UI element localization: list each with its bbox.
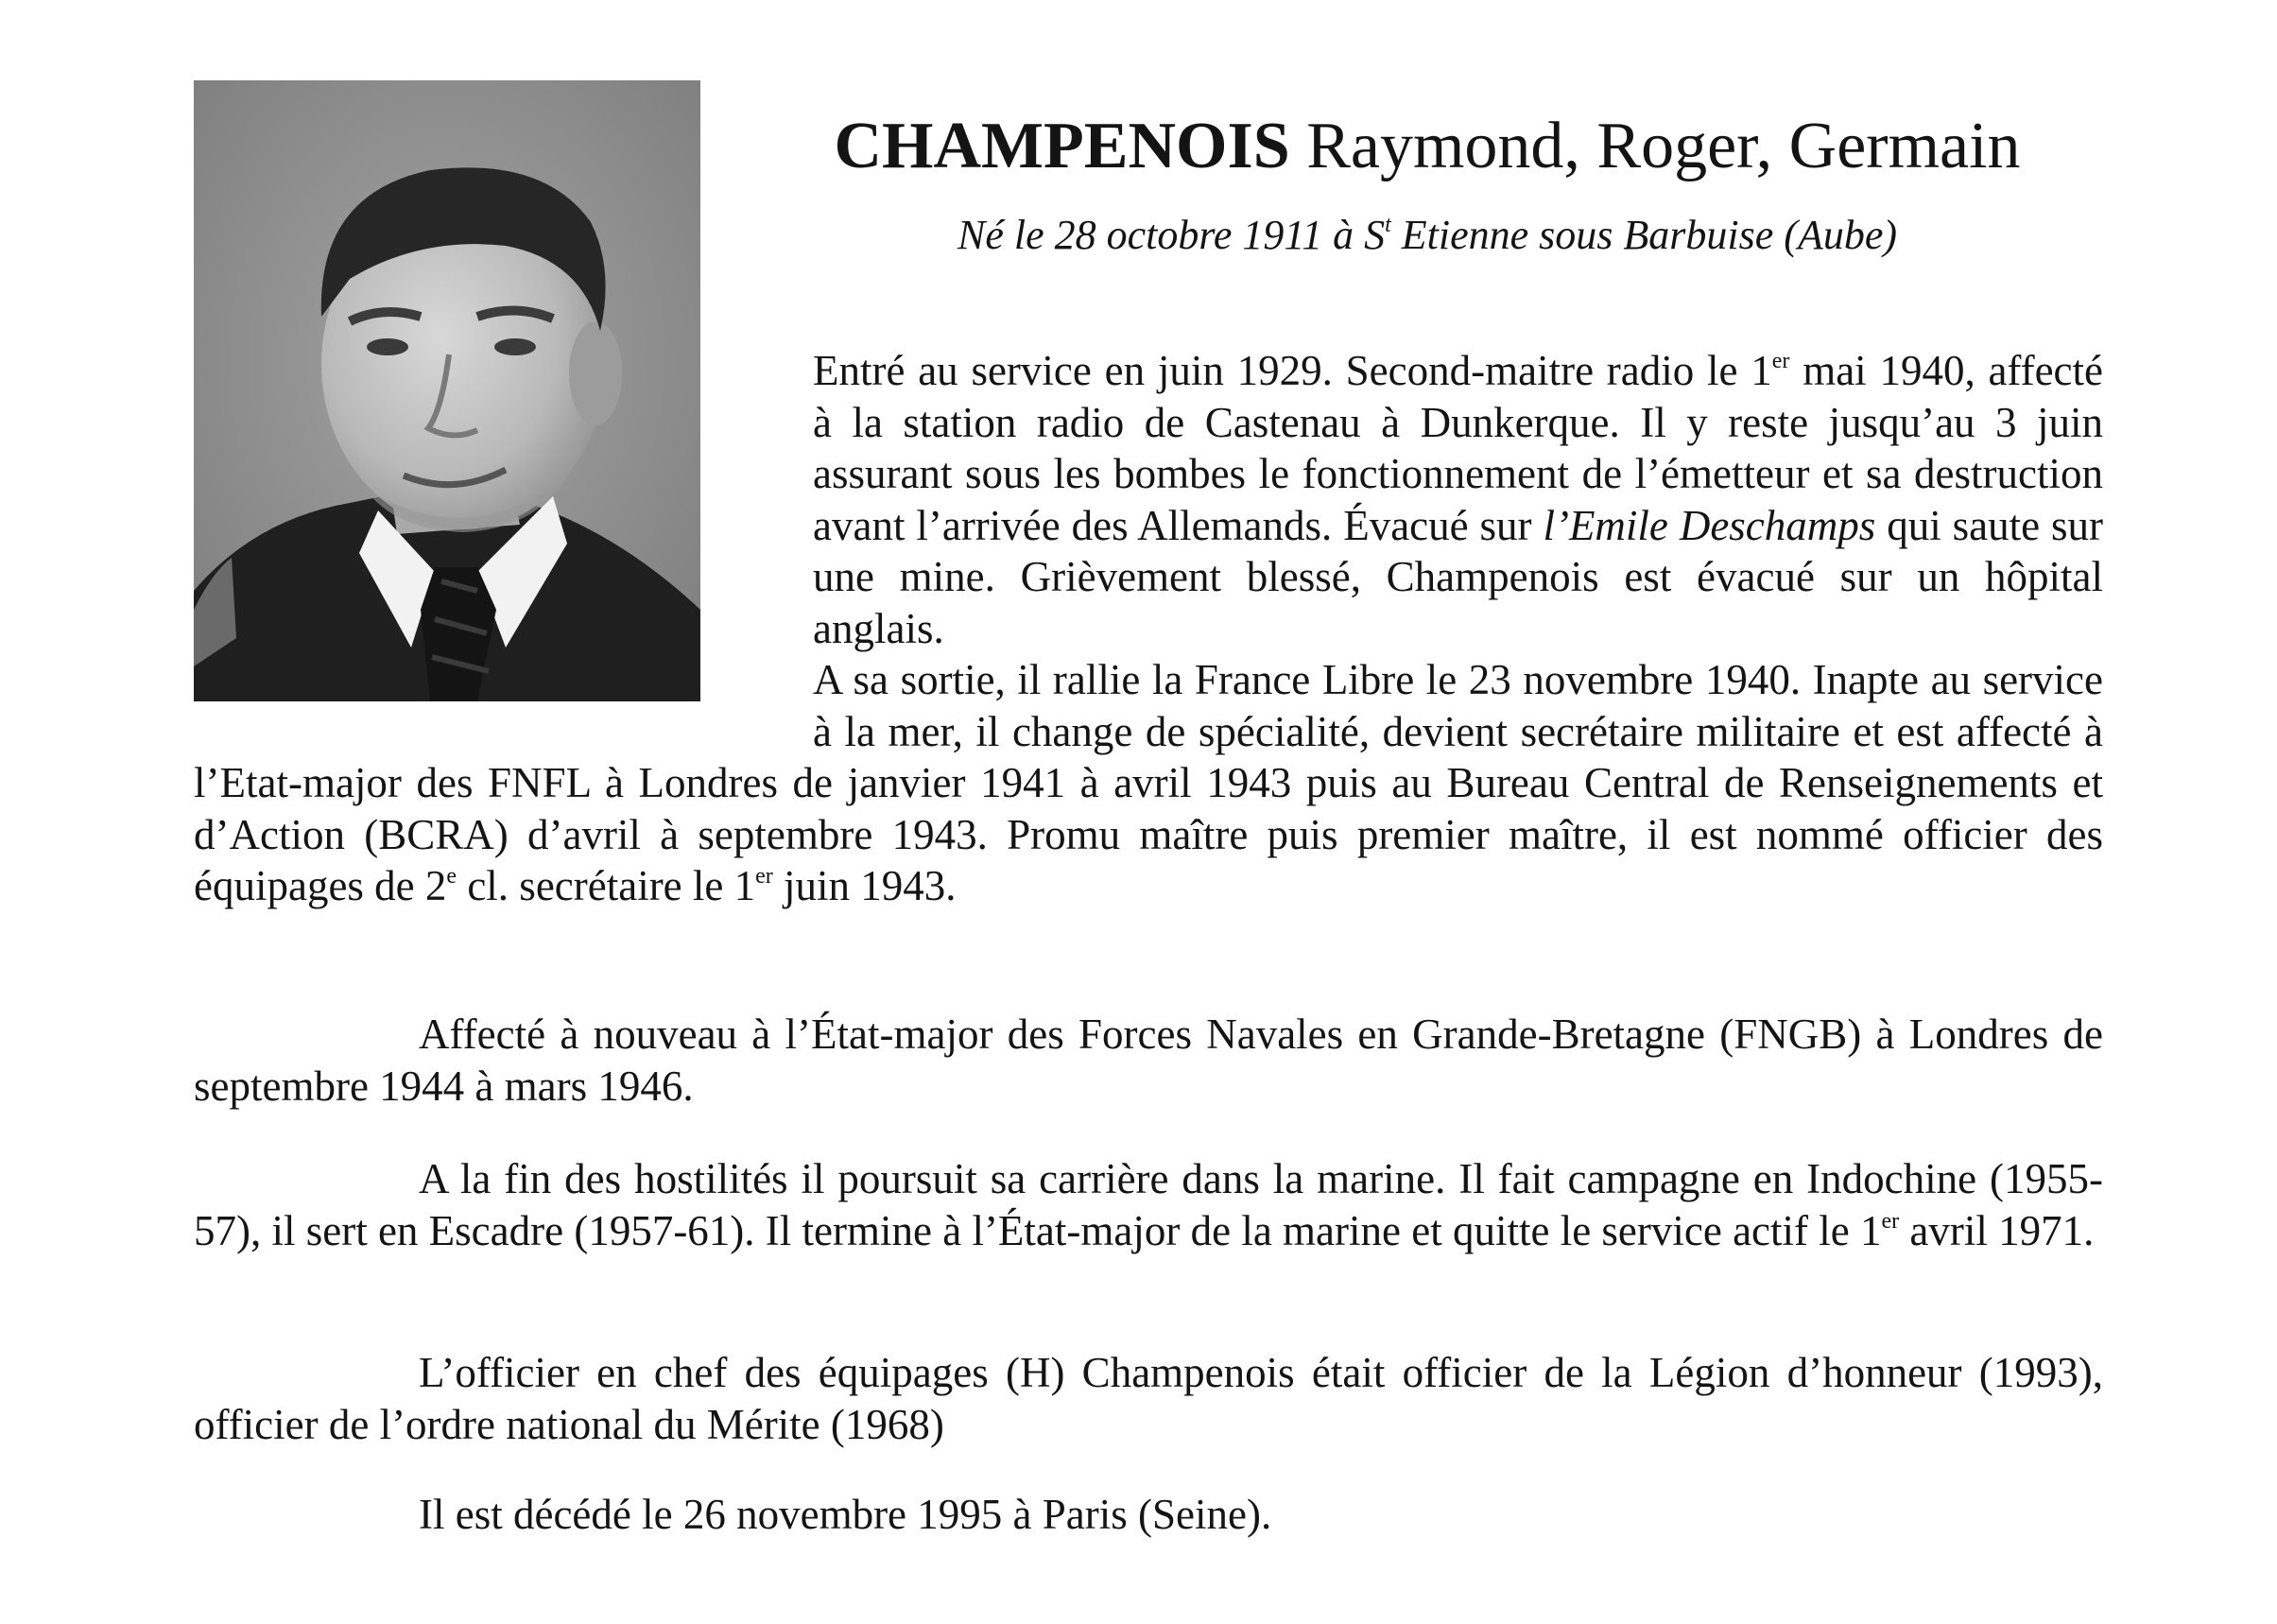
p4-text-a: A la fin des hostilités il poursuit sa carrière dans la marine. Il fait campagne en Indochine (1955-57), il sert en Escadre (1957-61). Il termine à l’État-major de la marine et quitte le service actif le 1 bbox=[194, 1155, 2103, 1254]
p2-text-c: juin 1943. bbox=[772, 862, 957, 909]
p1-sup: er bbox=[1771, 349, 1790, 373]
birth-line bbox=[747, 210, 2108, 261]
p2-sup-b: er bbox=[755, 864, 773, 889]
paragraph-fngb: Affecté à nouveau à l’État-major des Forces Navales en Grande-Bretagne (FNGB) à Londres de septembre 1944 à mars 1946. bbox=[194, 1011, 2103, 1110]
ship-name: l’Emile Deschamps bbox=[1543, 501, 1876, 549]
p1-text-b: mai 1940, affecté à la station radio de Castenau à Dunkerque. Il y reste jusqu’au 3 juin assurant sous les bombes le fonctionnement de l’émetteur et sa destruction avant l’arrivée des Allemands. Évacué sur bbox=[813, 347, 2104, 549]
p1-text-a: Entré au service en juin 1929. Second-maitre radio le 1 bbox=[813, 347, 1772, 394]
paragraph-career bbox=[194, 1153, 2103, 1256]
paragraph-death: Il est décédé le 26 novembre 1995 à Paris (Seine). bbox=[419, 1491, 1272, 1538]
given-names: Raymond, Roger, Germain bbox=[1306, 110, 2021, 182]
surname: CHAMPENOIS bbox=[834, 110, 1290, 182]
p1-text-c: qui saute sur une mine. Grièvement blessé, Champenois est évacué sur un hôpital anglais. bbox=[813, 501, 2104, 652]
p2-sup-a: e bbox=[446, 864, 457, 889]
paragraph-honours: L’officier en chef des équipages (H) Champenois était officier de la Légion d’honneur (1993), officier de l’ordre national du Mérite (1968) bbox=[194, 1349, 2103, 1448]
p4-text-b: avril 1971. bbox=[1899, 1206, 2095, 1254]
birth-superscript: t bbox=[1385, 213, 1391, 237]
birth-prefix: Né le 28 octobre 1911 à S bbox=[957, 212, 1386, 258]
p2-text-a: A sa sortie, il rallie la France Libre le 23 novembre 1940. Inapte au service à la mer, il change de spécialité, devient secrétaire militaire et est affecté à l’Etat-major des FNFL à Londres de janvier 1941 à avril 1943 puis au Bureau Central de Renseignements et d’Action (BCRA) d’avril à septembre 1943. Promu maître puis premier maître, il est nommé officier des équipages de 2 bbox=[194, 656, 2103, 909]
person-name-heading bbox=[747, 109, 2108, 184]
biography-intro bbox=[194, 345, 2103, 912]
p4-sup: er bbox=[1881, 1208, 1900, 1234]
birth-suffix: Etienne sous Barbuise (Aube) bbox=[1401, 212, 1898, 258]
portrait-wrap-spacer bbox=[194, 345, 813, 753]
p2-text-b: cl. secrétaire le 1 bbox=[457, 862, 756, 909]
